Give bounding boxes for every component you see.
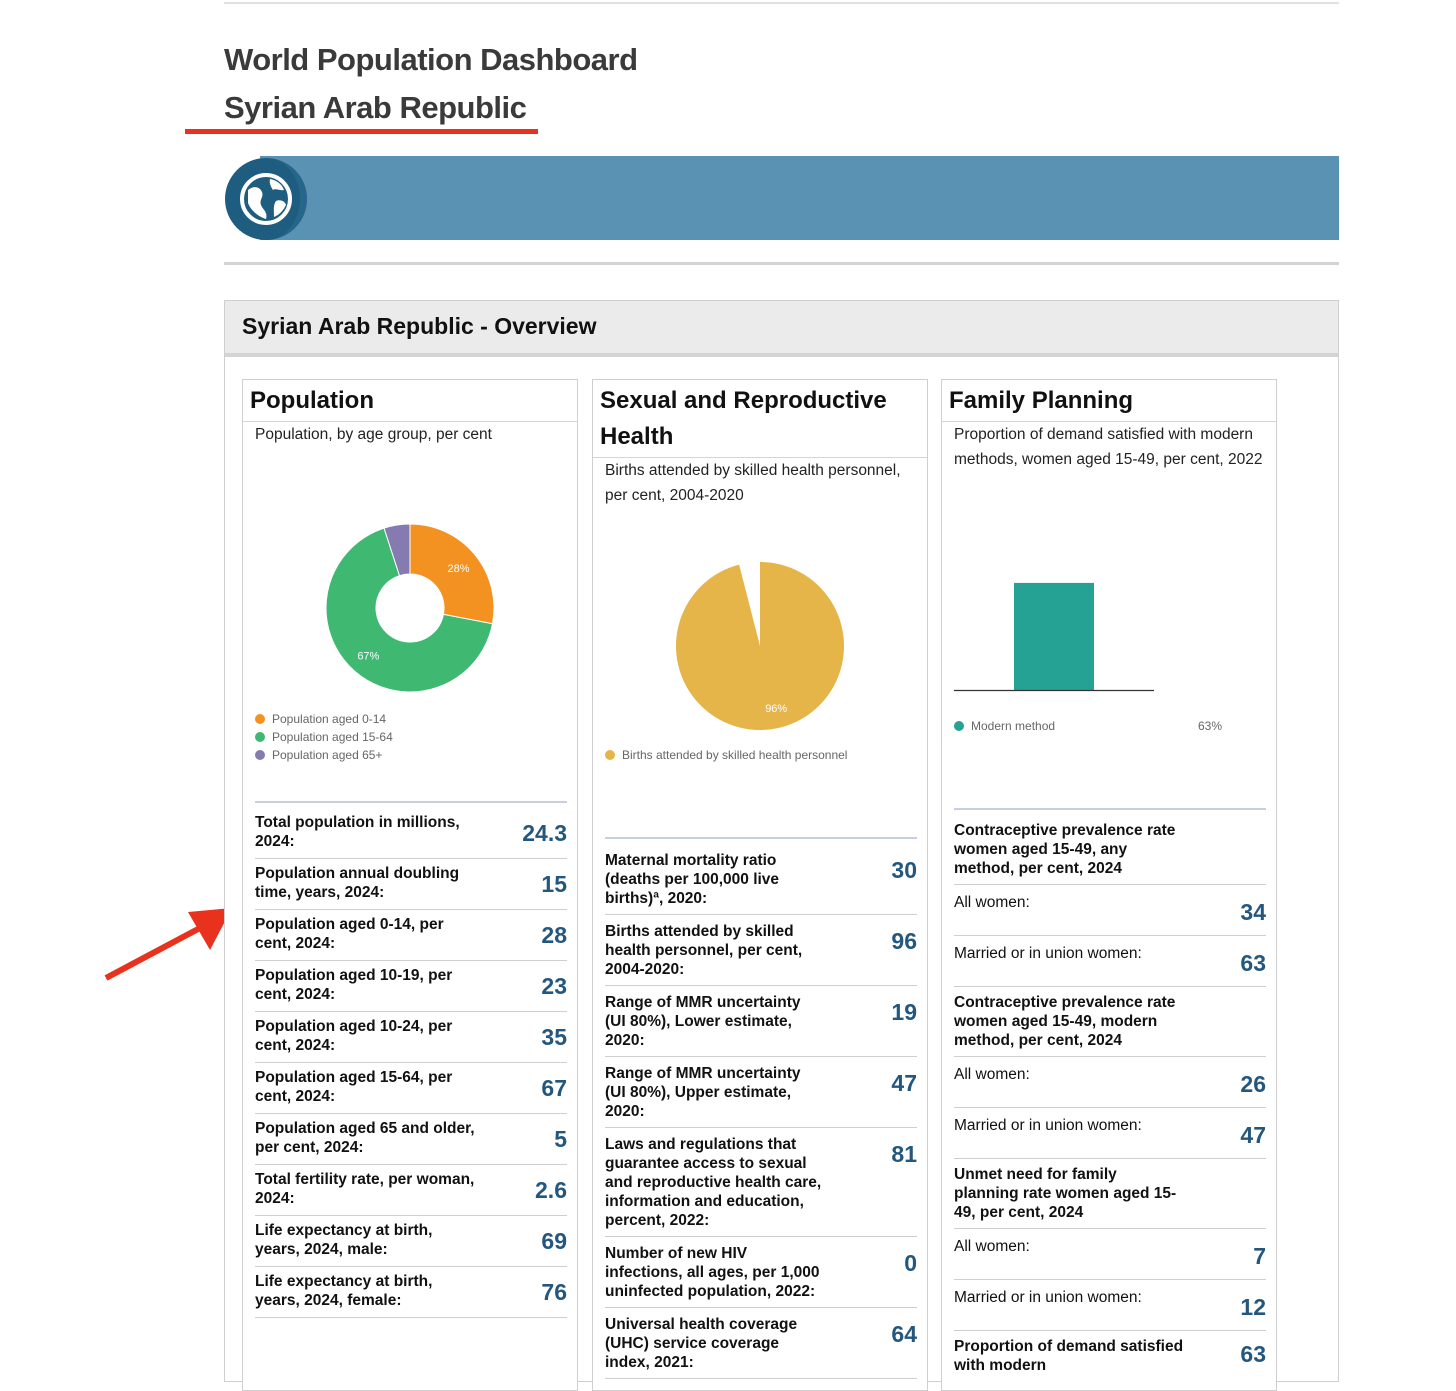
stat-label: Married or in union women: bbox=[954, 1289, 1142, 1306]
stat-value: 12 bbox=[1240, 1294, 1266, 1320]
stat-value: 19 bbox=[891, 999, 917, 1025]
srh-stats bbox=[605, 844, 917, 1379]
legend-swatch bbox=[255, 714, 265, 724]
country-title: Syrian Arab Republic bbox=[224, 90, 527, 125]
globe-icon bbox=[224, 157, 308, 241]
stat-value: 23 bbox=[541, 973, 567, 999]
stat-row bbox=[605, 1128, 917, 1236]
population-legend bbox=[255, 712, 393, 766]
stat-row bbox=[605, 1308, 917, 1378]
stat-row bbox=[954, 1229, 1266, 1279]
fp-card-title: Family Planning bbox=[949, 387, 1134, 414]
legend-swatch bbox=[605, 750, 615, 760]
stat-value: 63 bbox=[1240, 1341, 1266, 1367]
stat-value: 47 bbox=[1240, 1122, 1266, 1148]
stat-row bbox=[605, 915, 917, 985]
srh-card-title: Sexual and Reproductive Health bbox=[600, 387, 887, 450]
legend-label: Modern method bbox=[971, 719, 1056, 733]
stat-label: All women: bbox=[954, 894, 1030, 911]
stat-row bbox=[954, 1057, 1266, 1107]
stat-label: Proportion of demand satisfied with modern bbox=[954, 1338, 1184, 1374]
stat-label: Maternal mortality ratio (deaths per 100,000 live births)ª, 2020: bbox=[605, 852, 780, 907]
stat-label: Population aged 10-24, per cent, 2024: bbox=[255, 1018, 453, 1054]
stat-value: 81 bbox=[891, 1141, 917, 1167]
srh-card bbox=[592, 379, 928, 1391]
stats-divider bbox=[255, 801, 567, 803]
banner-divider bbox=[224, 262, 1339, 265]
stat-label: Unmet need for family planning rate women aged 15-49, per cent, 2024 bbox=[954, 1166, 1177, 1221]
stat-label: Population aged 10-19, per cent, 2024: bbox=[255, 967, 453, 1003]
legend-swatch bbox=[255, 732, 265, 742]
stat-row bbox=[954, 1331, 1266, 1381]
legend-item-aged-0-14 bbox=[255, 712, 393, 730]
bar-modern-method bbox=[1014, 583, 1094, 690]
stat-row bbox=[255, 1114, 567, 1164]
row-divider bbox=[255, 1317, 567, 1318]
stat-row bbox=[255, 1216, 567, 1266]
top-divider bbox=[224, 2, 1339, 4]
stat-row bbox=[954, 1108, 1266, 1158]
legend-item-modern-method bbox=[954, 719, 1055, 733]
stat-row bbox=[605, 844, 917, 914]
annotation-underline bbox=[185, 129, 538, 134]
stat-row bbox=[255, 1267, 567, 1317]
stat-label: Life expectancy at birth, years, 2024, female: bbox=[255, 1273, 433, 1309]
stat-row bbox=[255, 1012, 567, 1062]
stats-divider bbox=[605, 837, 917, 839]
legend-item-aged-65-plus bbox=[255, 748, 393, 766]
legend-label: Population aged 0-14 bbox=[272, 712, 387, 726]
legend-item-births bbox=[605, 748, 847, 762]
population-stats bbox=[255, 808, 567, 1318]
legend-item-aged-15-64 bbox=[255, 730, 393, 748]
stat-row bbox=[605, 1057, 917, 1127]
stat-label: Number of new HIV infections, all ages, per 1,000 uninfected population, 2022: bbox=[605, 1245, 820, 1300]
srh-chart-subtitle: Births attended by skilled health personnel, per cent, 2004-2020 bbox=[605, 462, 901, 504]
stat-label: Contraceptive prevalence rate women aged 15-49, modern method, per cent, 2024 bbox=[954, 994, 1176, 1049]
population-card-title: Population bbox=[250, 387, 374, 414]
stat-group-heading bbox=[954, 815, 1266, 884]
stat-label: Contraceptive prevalence rate women aged 15-49, any method, per cent, 2024 bbox=[954, 822, 1176, 877]
stat-value: 7 bbox=[1253, 1243, 1266, 1269]
stat-value: 67 bbox=[541, 1075, 567, 1101]
legend-value-modern-method: 63% bbox=[1198, 719, 1223, 733]
births-pie-chart bbox=[593, 550, 927, 740]
stat-group-heading bbox=[954, 987, 1266, 1056]
stat-label: Population aged 65 and older, per cent, 2024: bbox=[255, 1120, 475, 1156]
data-label: 28% bbox=[447, 562, 470, 575]
page-title: World Population Dashboard bbox=[224, 42, 638, 77]
stat-value: 34 bbox=[1240, 899, 1266, 925]
stat-row bbox=[605, 1237, 917, 1307]
stat-label: Range of MMR uncertainty (UI 80%), Upper estimate, 2020: bbox=[605, 1065, 801, 1120]
stat-row bbox=[954, 885, 1266, 935]
stat-value: 47 bbox=[891, 1070, 917, 1096]
stat-value: 76 bbox=[541, 1279, 567, 1305]
stat-label: Universal health coverage (UHC) service coverage index, 2021: bbox=[605, 1316, 798, 1371]
legend-label: Population aged 65+ bbox=[272, 748, 383, 762]
data-label: 67% bbox=[357, 650, 380, 663]
legend-swatch bbox=[255, 750, 265, 760]
annotation-arrow bbox=[100, 904, 235, 984]
family-planning-card bbox=[941, 379, 1277, 1391]
stat-value: 26 bbox=[1240, 1071, 1266, 1097]
stat-value: 28 bbox=[541, 922, 567, 948]
stat-value: 2.6 bbox=[535, 1177, 567, 1203]
stat-row bbox=[255, 859, 567, 909]
modern-method-bar-chart bbox=[942, 570, 1276, 700]
stat-label: Population aged 15-64, per cent, 2024: bbox=[255, 1069, 453, 1105]
fp-stats bbox=[954, 815, 1266, 1381]
stat-value: 96 bbox=[891, 928, 917, 954]
data-label: 96% bbox=[765, 703, 788, 715]
stat-label: Total fertility rate, per woman, 2024: bbox=[255, 1171, 475, 1207]
stat-value: 30 bbox=[891, 857, 917, 883]
stat-row bbox=[255, 910, 567, 960]
banner bbox=[260, 156, 1339, 240]
stat-row bbox=[605, 986, 917, 1056]
stat-group-heading bbox=[954, 1159, 1266, 1228]
stat-label: Life expectancy at birth, years, 2024, male: bbox=[255, 1222, 433, 1258]
stat-label: Married or in union women: bbox=[954, 945, 1142, 962]
overview-panel bbox=[224, 300, 1339, 1382]
stat-label: Laws and regulations that guarantee access to sexual and reproductive health care, information and education, percent, 2022: bbox=[605, 1136, 822, 1229]
legend-swatch bbox=[954, 721, 964, 731]
legend-label: Population aged 15-64 bbox=[272, 730, 393, 744]
legend-label: Births attended by skilled health personnel bbox=[622, 748, 848, 762]
stat-row bbox=[255, 961, 567, 1011]
srh-legend bbox=[605, 748, 847, 762]
stat-row bbox=[954, 1280, 1266, 1330]
stat-value: 69 bbox=[541, 1228, 567, 1254]
stat-value: 15 bbox=[541, 871, 567, 897]
stat-row bbox=[255, 808, 567, 858]
stat-label: All women: bbox=[954, 1238, 1030, 1255]
stat-label: Total population in millions, 2024: bbox=[255, 814, 460, 850]
stat-value: 63 bbox=[1240, 950, 1266, 976]
stat-label: Births attended by skilled health personnel, per cent, 2004-2020: bbox=[605, 923, 803, 978]
stat-label: Range of MMR uncertainty (UI 80%), Lower estimate, 2020: bbox=[605, 994, 801, 1049]
stat-value: 24.3 bbox=[522, 820, 567, 846]
stat-value: 5 bbox=[554, 1126, 567, 1152]
stat-row bbox=[255, 1165, 567, 1215]
overview-title: Syrian Arab Republic - Overview bbox=[242, 313, 597, 339]
population-donut-chart bbox=[243, 500, 577, 720]
overview-header bbox=[225, 301, 1338, 357]
population-chart-subtitle: Population, by age group, per cent bbox=[255, 426, 492, 443]
stat-label: Married or in union women: bbox=[954, 1117, 1142, 1134]
stats-divider bbox=[954, 808, 1266, 810]
stat-label: Population annual doubling time, years, 2024: bbox=[255, 865, 460, 901]
stat-row bbox=[255, 1063, 567, 1113]
row-divider bbox=[605, 1378, 917, 1379]
stat-value: 64 bbox=[891, 1321, 917, 1347]
stat-value: 0 bbox=[904, 1250, 917, 1276]
stat-value: 35 bbox=[541, 1024, 567, 1050]
stat-row bbox=[954, 936, 1266, 986]
population-card bbox=[242, 379, 578, 1391]
fp-chart-subtitle: Proportion of demand satisfied with modern methods, women aged 15-49, per cent, 2022 bbox=[954, 426, 1263, 468]
stat-label: All women: bbox=[954, 1066, 1030, 1083]
slice-births-attended bbox=[676, 562, 844, 730]
stat-label: Population aged 0-14, per cent, 2024: bbox=[255, 916, 444, 952]
